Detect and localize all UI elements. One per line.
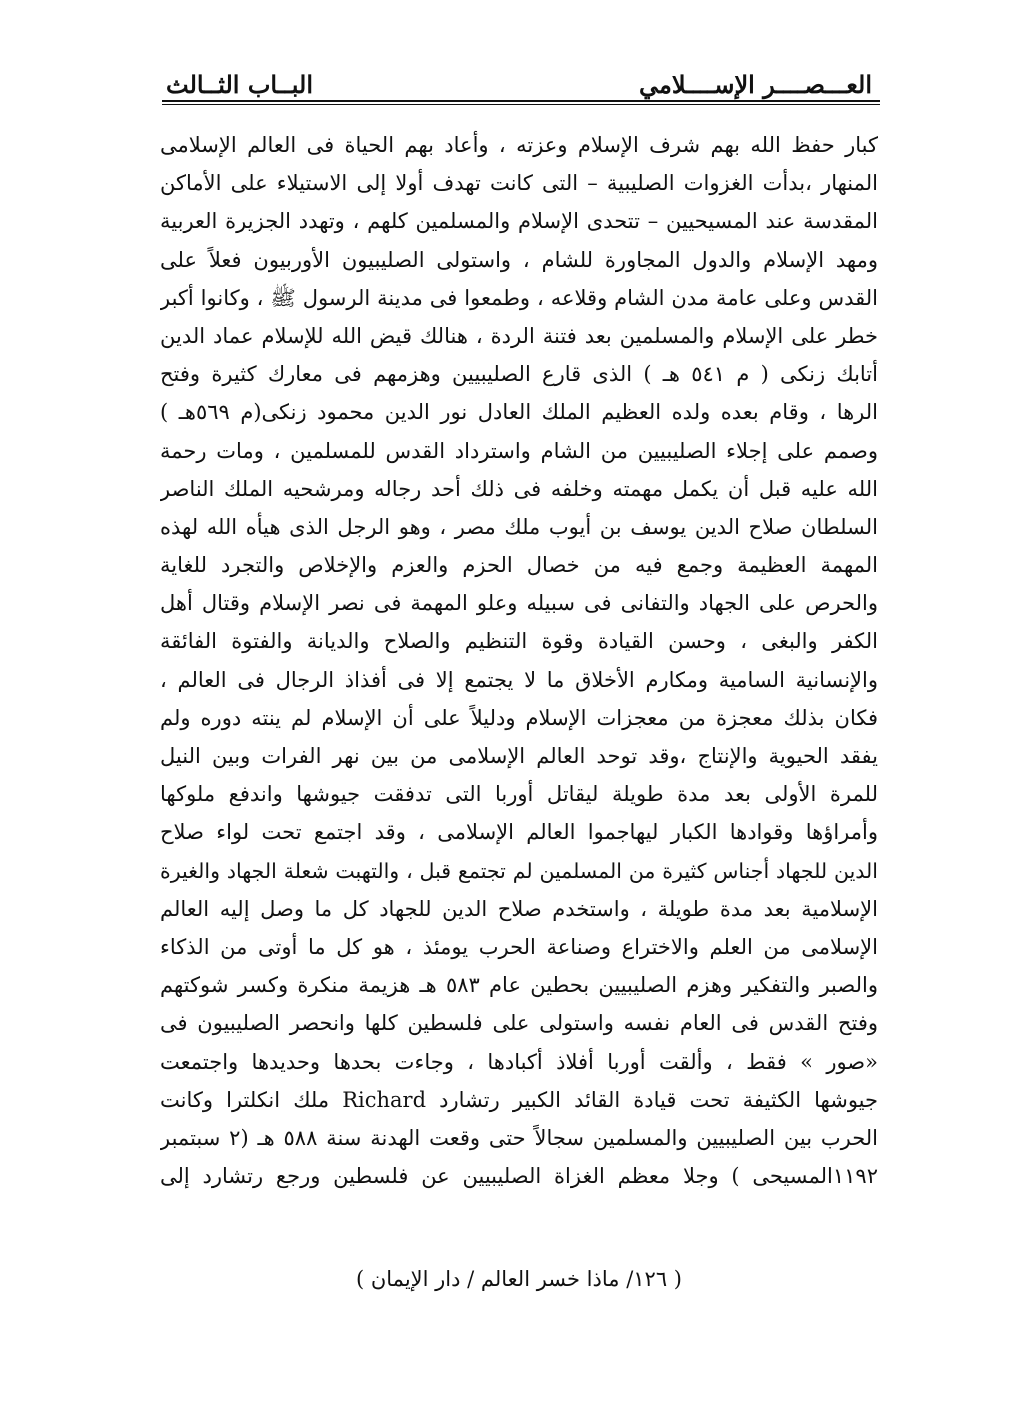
text-line: جيوشها الكثيفة تحت قيادة القائد الكبير رتشارد Richard ملك انكلترا وكانت: [160, 1087, 878, 1112]
page-footer: ( ١٢٦/ ماذا خسر العالم / دار الإيمان ): [355, 1267, 682, 1291]
text-line: ومهد الإسلام والدول المجاورة للشام ، واستولى الصليبيون الأوربيون فعلاً على: [160, 247, 878, 272]
text-line: الله عليه قبل أن يكمل مهمته وخلفه فى ذلك أحد رجاله ومرشحيه الملك الناصر: [160, 476, 878, 501]
text-line: أتابك زنكى ( م ٥٤١ هـ ) الذى قارع الصليبيين وهزمهم فى معارك كثيرة وفتح: [160, 362, 878, 387]
header-chapter-title: البــاب الثــالث: [166, 70, 314, 99]
text-line: للمرة الأولى بعد مدة طويلة ليقاتل أوربا التى تدفقت جيوشها واندفع ملوكها: [160, 782, 878, 807]
text-line: يفقد الحيوية والإنتاج ،وقد توحد العالم الإسلامى من بين نهر الفرات وبين النيل: [160, 744, 878, 768]
text-line: القدس وعلى عامة مدن الشام وقلاعه ، وطمعوا فى مدينة الرسول ﷺ ، وكانوا أكبر: [160, 285, 878, 310]
text-line: كبار حفظ الله بهم شرف الإسلام وعزته ، وأعاد بهم الحياة فى العالم الإسلامى: [160, 133, 878, 157]
text-line: المهمة العظيمة وجمع فيه من خصال الحزم والعزم والإخلاص والتجرد للغاية: [160, 553, 878, 578]
text-line: وفتح القدس فى العام نفسه واستولى على فلسطين كلها وانحصر الصليبيون فى: [160, 1011, 878, 1036]
text-line: المنهار ،بدأت الغزوات الصليبية – التى كانت تهدف أولا إلى الاستيلاء على الأماكن: [160, 171, 878, 196]
text-line: السلطان صلاح الدين يوسف بن أيوب ملك مصر ، وهو الرجل الذى هيأه الله لهذه: [160, 514, 878, 539]
text-line: والحرص على الجهاد والتفانى فى سبيله وعلو المهمة فى نصر الإسلام وقتال أهل: [160, 591, 878, 616]
text-line: خطر على الإسلام والمسلمين بعد فتنة الردة ، هنالك قيض الله للإسلام عماد الدين: [160, 323, 878, 348]
header-book-title: العـــصــــر الإســــلامي: [639, 70, 872, 99]
text-line: الكفر والبغى ، وحسن القيادة وقوة التنظيم والصلاح والديانة والفتوة الفائقة: [160, 629, 878, 654]
header-rule: [162, 100, 880, 102]
text-line: ١١٩٢المسيحى ) وجلا معظم الغزاة الصليبيين عن فلسطين ورجع رتشارد إلى: [160, 1164, 878, 1189]
header-rule-thin: [162, 104, 880, 105]
text-line: «صور » فقط ، وألقت أوربا أفلاذ أكبادها ، وجاءت بحدها وحديدها واجتمعت: [160, 1049, 878, 1074]
text-line: الإسلامى من العلم والاختراع وصناعة الحرب يومئذ ، هو كل ما أوتى من الذكاء: [160, 934, 878, 959]
text-line: الرها ، وقام بعده ولده العظيم الملك العادل نور الدين محمود زنكى(م ٥٦٩هـ ): [160, 400, 878, 425]
text-line: المقدسة عند المسيحيين – تتحدى الإسلام والمسلمين كلهم ، وتهدد الجزيرة العربية: [160, 209, 878, 234]
text-line: والصبر والتفكير وهزم الصليبيين بحطين عام ٥٨٣ هـ هزيمة منكرة وكسر شوكتهم: [160, 973, 878, 998]
text-line: والإنسانية السامية ومكارم الأخلاق ما لا يجتمع إلا فى أفذاذ الرجال فى العالم ،: [160, 667, 878, 692]
text-line: الحرب بين الصليبيين والمسلمين سجالاً حتى وقعت الهدنة سنة ٥٨٨ هـ (٢ سبتمبر: [160, 1125, 878, 1150]
body-text: [160, 126, 878, 1195]
text-line: فكان بذلك معجزة من معجزات الإسلام ودليلاً على أن الإسلام لم ينته دوره ولم: [160, 705, 878, 730]
text-line: الدين للجهاد أجناس كثيرة من المسلمين لم تجتمع قبل ، والتهبت شعلة الجهاد والغيرة: [160, 858, 878, 883]
text-line: الإسلامية بعد مدة طويلة ، واستخدم صلاح الدين للجهاد كل ما وصل إليه العالم: [160, 896, 878, 921]
running-header: [162, 68, 880, 102]
text-line: وأمراؤها وقوادها الكبار ليهاجموا العالم الإسلامى ، وقد اجتمع تحت لواء صلاح: [160, 820, 878, 845]
text-line: وصمم على إجلاء الصليبيين من الشام واسترداد القدس للمسلمين ، ومات رحمة: [160, 438, 878, 463]
